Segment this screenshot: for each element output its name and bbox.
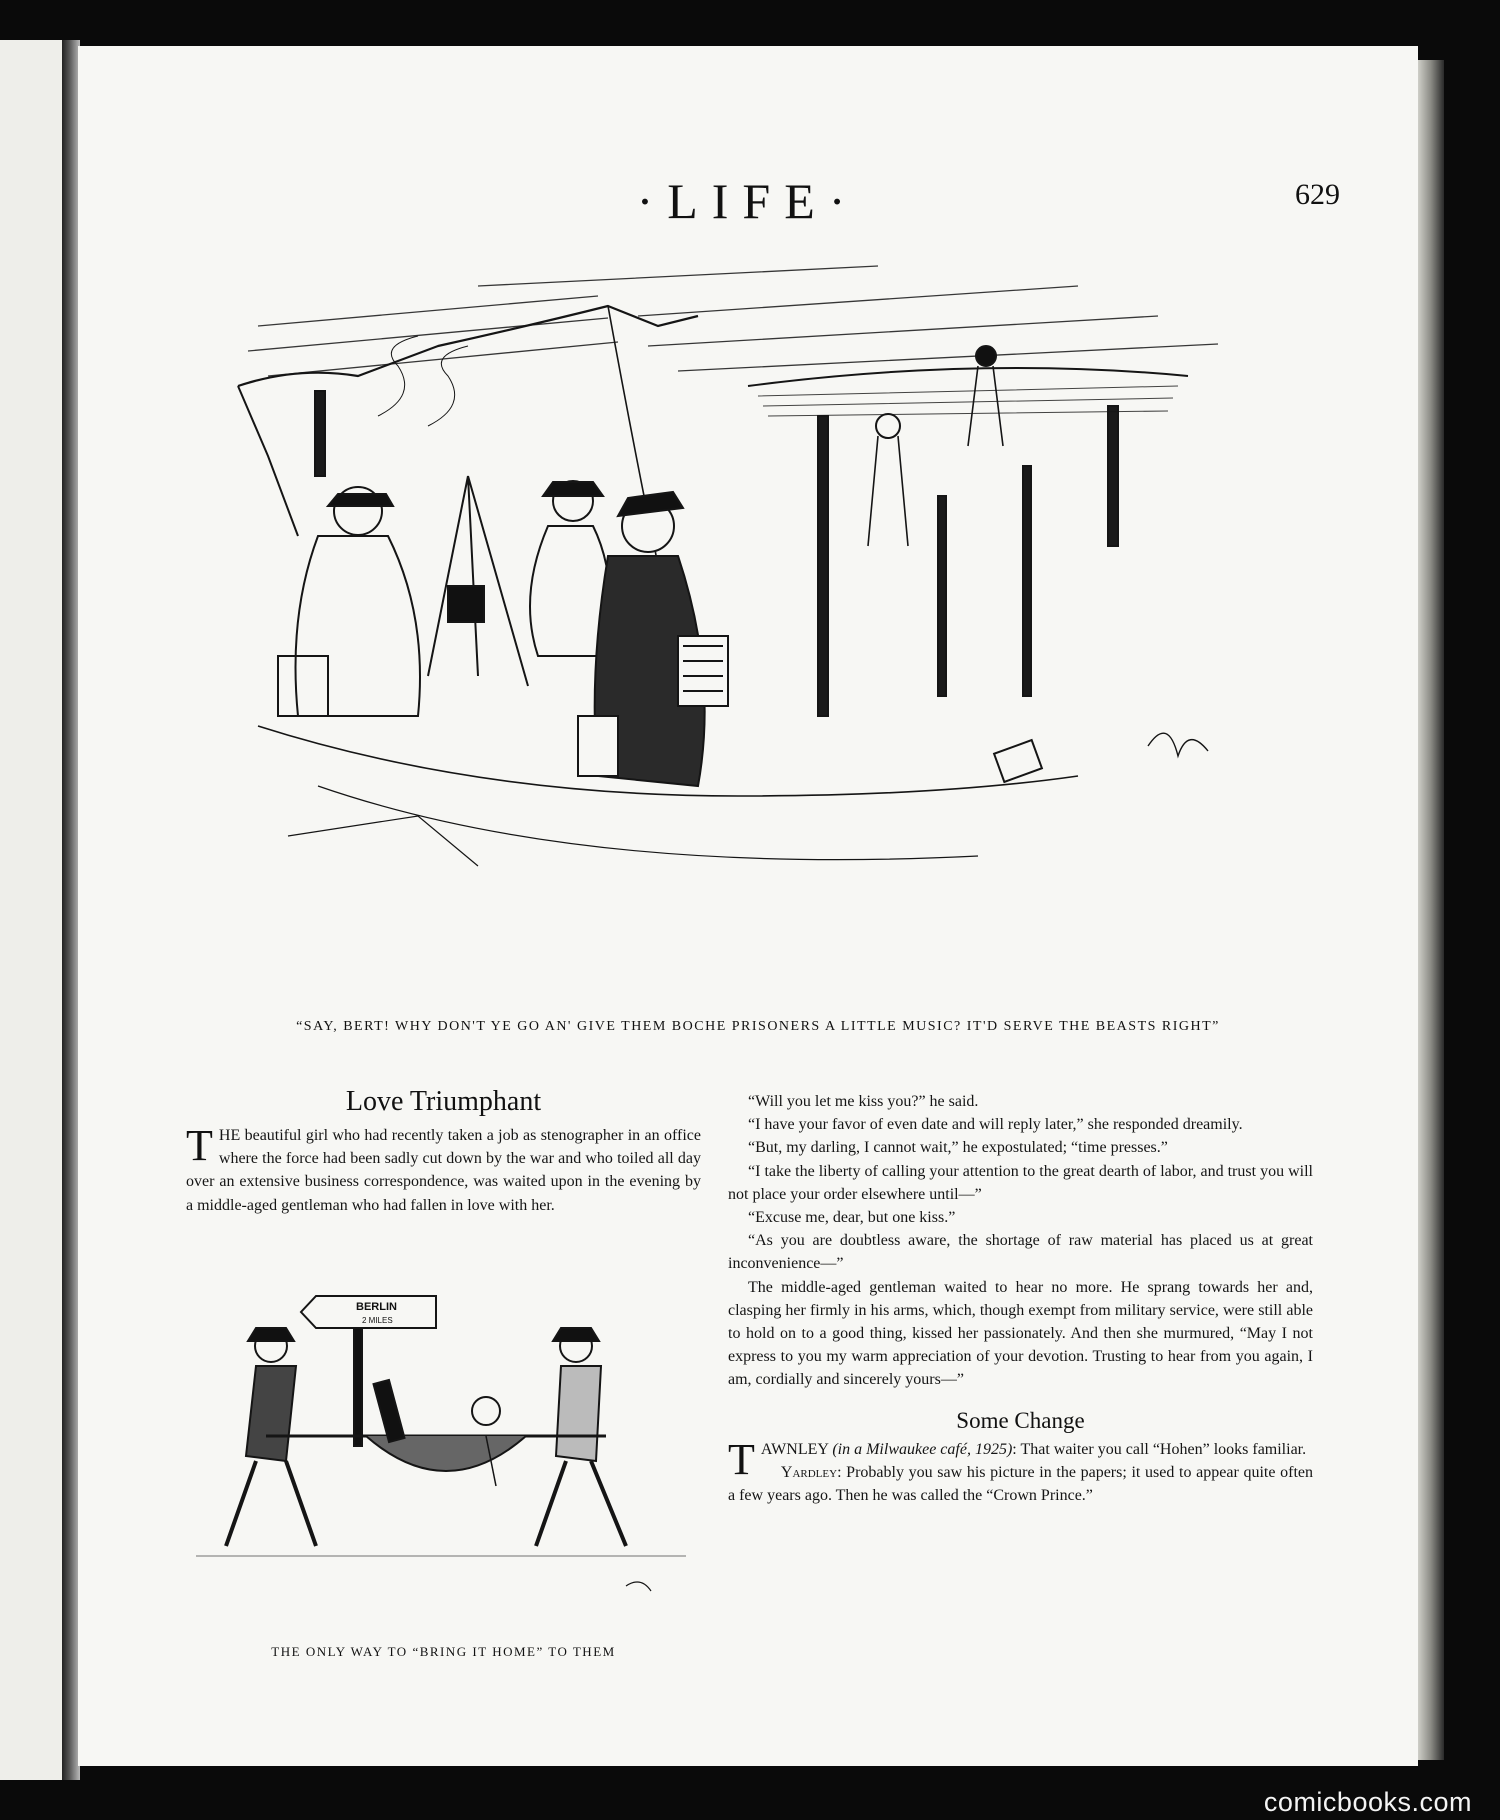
dialogue-line: [728, 1461, 1313, 1507]
trench-cartoon-illustration: [178, 256, 1338, 996]
article-paragraph: [186, 1121, 701, 1217]
stretcher-cartoon-caption: THE ONLY WAY TO “BRING IT HOME” TO THEM: [271, 1644, 616, 1659]
masthead-title: ·LIFE·: [636, 173, 860, 229]
speaker-name: AWNLEY: [760, 1440, 829, 1458]
drop-cap: T: [728, 1434, 755, 1484]
dialogue-text: : That waiter you call “Hohen” looks familiar.: [1012, 1440, 1307, 1458]
article-paragraph: “I have your favor of even date and will reply later,” she responded dreamily.: [748, 1116, 1243, 1134]
top-cartoon-caption: “SAY, BERT! WHY DON'T YE GO AN' GIVE THEM BOCHE PRISONERS A LITTLE MUSIC? IT'D SERVE THE BEASTS RIGHT”: [296, 1019, 1220, 1034]
article-paragraph: “Excuse me, dear, but one kiss.”: [748, 1209, 956, 1227]
dialogue-text: : Probably you saw his picture in the papers; it used to appear quite often a few years ago. Then he was called the “Crown Prince.”: [728, 1463, 1313, 1505]
article-paragraph: “I take the liberty of calling your attention to the great dearth of labor, and trust you will not place your order elsewhere until—”: [728, 1162, 1313, 1203]
drop-cap: T: [186, 1121, 213, 1170]
speaker-name: Yardley: [780, 1463, 838, 1481]
page-number: 629: [1295, 178, 1340, 211]
article-paragraph: “But, my darling, I cannot wait,” he expostulated; “time presses.”: [748, 1139, 1168, 1157]
right-column: [728, 1090, 1313, 1507]
right-page-edge: [1418, 60, 1444, 1760]
sign-distance: 2 MILES: [362, 1316, 393, 1325]
paragraph-text: HE beautiful girl who had recently taken a job as stenographer in an office where the force had been sadly cut down by the war and who toiled all day over an extensive business correspondence, was waited upon in the evening by a middle-aged gentleman who had fallen in love with her.: [186, 1127, 701, 1214]
article-paragraph: “Will you let me kiss you?” he said.: [748, 1093, 979, 1110]
stretcher-cartoon-illustration: [186, 1286, 701, 1626]
left-page-edge: [0, 40, 62, 1780]
article-title-love-triumphant: Love Triumphant: [345, 1086, 542, 1117]
left-column: [186, 1086, 701, 1217]
article-title-some-change: Some Change: [956, 1407, 1085, 1433]
article-paragraph: The middle-aged gentleman waited to hear no more. He sprang towards her and, clasping her firmly in his arms, which, though exempt from military service, were still able to hold on to a good thing, kissed her passionately. And then she murmured, “May I not express to you my warm appreciation of your devotion. Trusting to hear from you again, I am, cordially and sincerely yours—”: [728, 1278, 1313, 1389]
magazine-page: [78, 46, 1418, 1766]
speaker-context: (in a Milwaukee café, 1925): [832, 1440, 1013, 1458]
sign-berlin: BERLIN: [356, 1301, 397, 1313]
watermark: comicbooks.com: [1263, 1787, 1472, 1817]
article-paragraph: “As you are doubtless aware, the shortage of raw material has placed us at great inconvenience—”: [728, 1232, 1313, 1273]
